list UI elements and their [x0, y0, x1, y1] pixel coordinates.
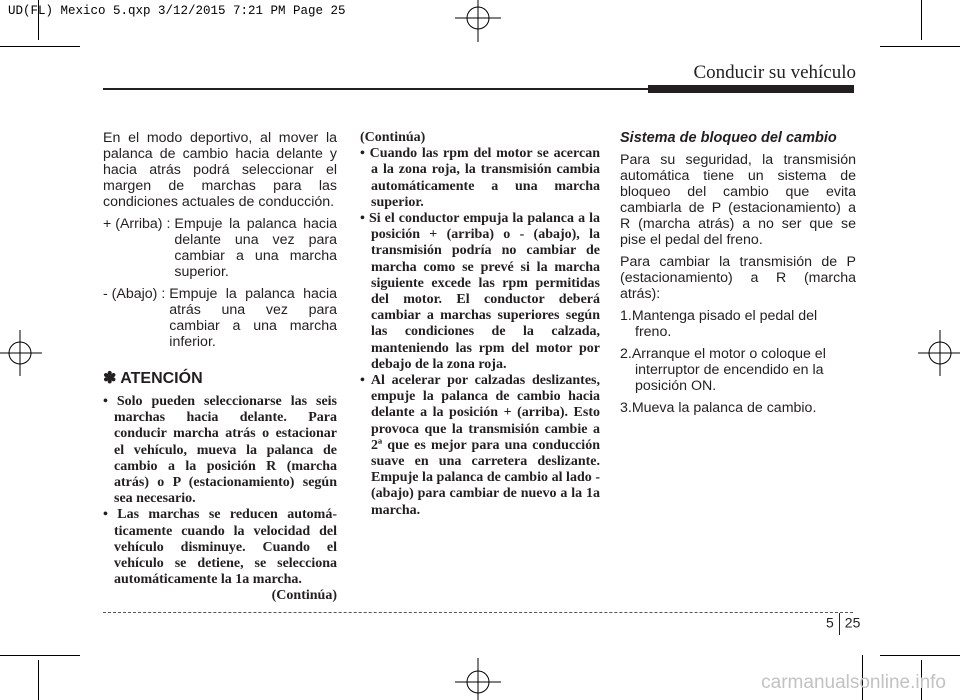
- list-item: • Si el conductor empuja la palanca a la posición + (arriba) o - (abajo), la transmisión podría no cambiar de marcha como se prevé si la marcha siguiente excede las rpm permitidas del motor. El conductor deberá cambiar a marchas superiores según las condiciones de la calzada, manteniendo las rpm del motor por debajo de la zona roja.: [360, 211, 600, 372]
- registration-mark-icon: [916, 328, 960, 378]
- crop-mark: [38, 660, 39, 700]
- footer-rule: [103, 612, 853, 613]
- steps-list: [620, 308, 856, 416]
- section-title: Conducir su vehículo: [693, 62, 856, 83]
- list-item: 3.Mueva la palanca de cambio.: [620, 400, 817, 416]
- registration-mark-icon: [453, 656, 503, 700]
- page-number-value: 25: [844, 614, 861, 631]
- header-rule: [103, 88, 648, 90]
- attention-list: [103, 394, 337, 588]
- definition-up: [103, 216, 337, 280]
- watermark: carmanualsonline.info: [761, 672, 946, 693]
- subsection-heading: Sistema de bloqueo del cambio: [620, 130, 837, 146]
- page-number-divider: [839, 613, 840, 635]
- paragraph: Para cambiar la transmisión de P (estacionamiento) a R (marcha atrás):: [620, 254, 856, 302]
- attention-list-continued: [360, 146, 600, 519]
- attention-heading: ✽ ATENCIÓN: [103, 370, 203, 387]
- list-item: • Cuando las rpm del motor se acercan a la zona roja, la transmisión cambia automáticamente a una marcha superior.: [360, 146, 600, 210]
- intro-paragraph: En el modo deportivo, al mover la palanca de cambio hacia delante y hacia atrás podrá seleccionar el margen de marchas para las condiciones actuales de conducción.: [103, 130, 337, 210]
- list-item: • Al acelerar por calzadas deslizantes, empuje la palanca de cambio hacia delante a la posición + (arriba). Esto provoca que la transmisión cambie a 2ª que es mejor para una conducción suave en una carretera deslizante. Empuje la palanca de cambio al lado - (abajo) para cambiar de nuevo a la 1a marcha.: [360, 373, 600, 518]
- list-item: 1.Mantenga pisado el pedal del freno.: [620, 308, 818, 340]
- definition-down: [103, 286, 337, 350]
- header-rule-bar: [648, 85, 854, 93]
- list-item: • Solo pueden seleccionarse las seis marchas hacia delante. Para conducir marcha atrás o estacionar el vehículo, mueva la palanca de cambio a la posición R (marcha atrás) o P (estacionamiento) según sea necesario.: [103, 394, 337, 507]
- crop-mark: [0, 655, 80, 656]
- paragraph: Para su seguridad, la transmisión automática tiene un sistema de bloqueo del cambio que evita cambiarla de P (estacionamiento) a R (marcha atrás) a no ser que se pise el pedal del freno.: [620, 152, 856, 248]
- continues-note: (Continúa): [271, 588, 337, 604]
- definition-term: + (Arriba) :: [103, 216, 171, 232]
- registration-mark-icon: [0, 328, 44, 378]
- list-item: 2.Arranque el motor o coloque el interruptor de encendido en la posición ON.: [620, 346, 826, 394]
- definition-term: - (Abajo) :: [103, 286, 166, 302]
- crop-mark: [880, 655, 960, 656]
- list-item: • Las marchas se reducen automáticamente cuando la velocidad del vehículo disminuye. Cuando el vehículo se detiene, se selecciona automáticamente la 1a marcha.: [103, 507, 337, 588]
- section-number: 5: [826, 614, 834, 631]
- page-number: [826, 613, 860, 635]
- column-3: [620, 130, 856, 422]
- crop-mark: [921, 0, 922, 40]
- definition-desc: Empuje la palanca hacia atrás una vez para cambiar a una marcha inferior.: [169, 286, 337, 350]
- column-1: [103, 130, 337, 605]
- column-2: [360, 130, 600, 519]
- crop-mark: [880, 46, 960, 47]
- registration-mark-icon: [453, 0, 503, 44]
- print-slug: UD(FL) Mexico 5.qxp 3/12/2015 7:21 PM Page 25: [8, 4, 346, 18]
- crop-mark: [0, 46, 80, 47]
- continued-note: (Continúa): [360, 130, 426, 145]
- definition-desc: Empuje la palanca hacia delante una vez para cambiar a una marcha superior.: [174, 216, 337, 280]
